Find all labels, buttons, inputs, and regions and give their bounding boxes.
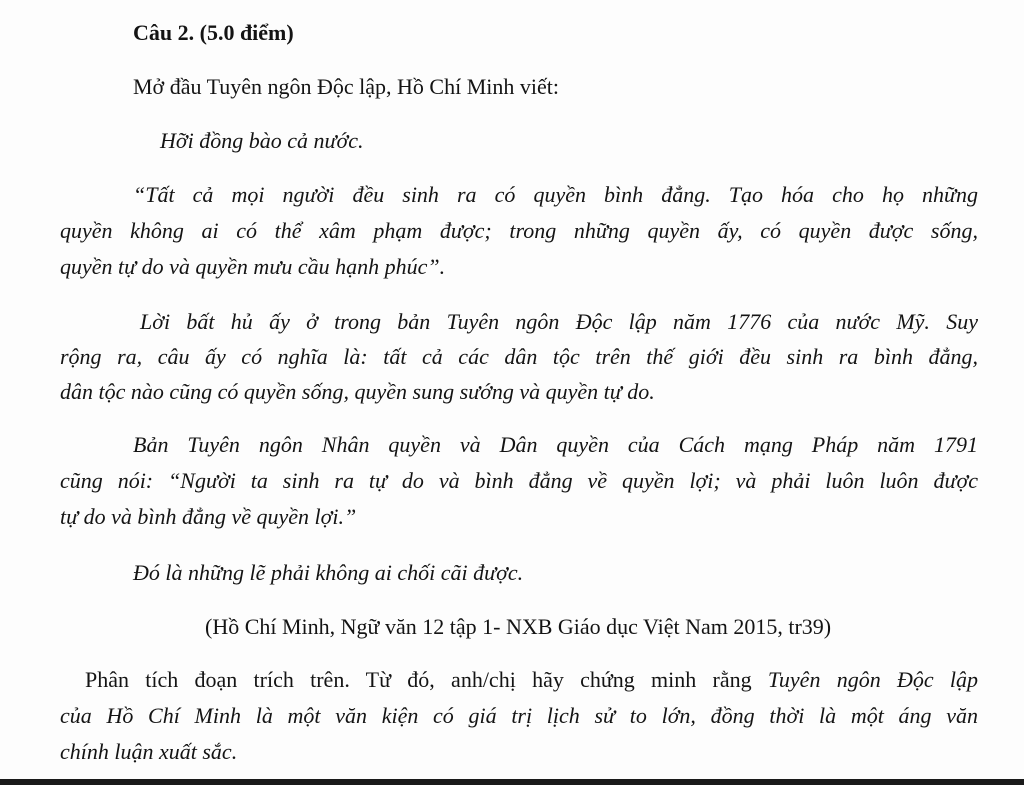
- excerpt-para1-line3: quyền tự do và quyền mưu cầu hạnh phúc”.: [60, 254, 446, 279]
- excerpt-para3-line3: tự do và bình đẳng về quyền lợi.”: [60, 504, 357, 529]
- excerpt-para1-line2: quyền không ai có thể xâm phạm được; trong những quyền ấy, có quyền được sống,: [60, 218, 978, 243]
- excerpt-closing: Đó là những lẽ phải không ai chối cãi được.: [133, 560, 524, 585]
- excerpt-para1-line1: “Tất cả mọi người đều sinh ra có quyền bình đẳng. Tạo hóa cho họ những: [133, 182, 978, 207]
- bottom-border: [0, 779, 1024, 785]
- task-line1-italic: Tuyên ngôn Độc lập: [767, 667, 978, 692]
- question-heading: Câu 2. (5.0 điểm): [133, 20, 294, 45]
- excerpt-greeting: Hỡi đồng bào cả nước.: [160, 128, 364, 153]
- excerpt-para2-line2: rộng ra, câu ấy có nghĩa là: tất cả các dân tộc trên thế giới đều sinh ra bình đẳng,: [60, 344, 978, 369]
- excerpt-para2-line1: Lời bất hủ ấy ở trong bản Tuyên ngôn Độc lập năm 1776 của nước Mỹ. Suy: [140, 309, 978, 334]
- excerpt-para2-line3: dân tộc nào cũng có quyền sống, quyền sung sướng và quyền tự do.: [60, 379, 655, 404]
- task-line1-text: Phân tích đoạn trích trên. Từ đó, anh/chị hãy chứng minh rằng: [85, 667, 768, 692]
- excerpt-para3-line2: cũng nói: “Người ta sinh ra tự do và bình đẳng về quyền lợi; và phải luôn luôn được: [60, 468, 978, 493]
- excerpt-para3-line1: Bản Tuyên ngôn Nhân quyền và Dân quyền của Cách mạng Pháp năm 1791: [133, 432, 978, 457]
- source-citation: (Hồ Chí Minh, Ngữ văn 12 tập 1- NXB Giáo dục Việt Nam 2015, tr39): [205, 614, 832, 639]
- task-line2: [60, 701, 978, 731]
- task-line2-text: là một văn kiện có giá trị lịch sử to lớn, đồng thời là một áng văn: [241, 703, 978, 728]
- task-line1: [85, 665, 978, 695]
- task-line2-italic: của Hồ Chí Minh: [60, 703, 241, 728]
- question-intro: Mở đầu Tuyên ngôn Độc lập, Hồ Chí Minh viết:: [133, 74, 559, 99]
- task-line3: chính luận xuất sắc.: [60, 739, 238, 764]
